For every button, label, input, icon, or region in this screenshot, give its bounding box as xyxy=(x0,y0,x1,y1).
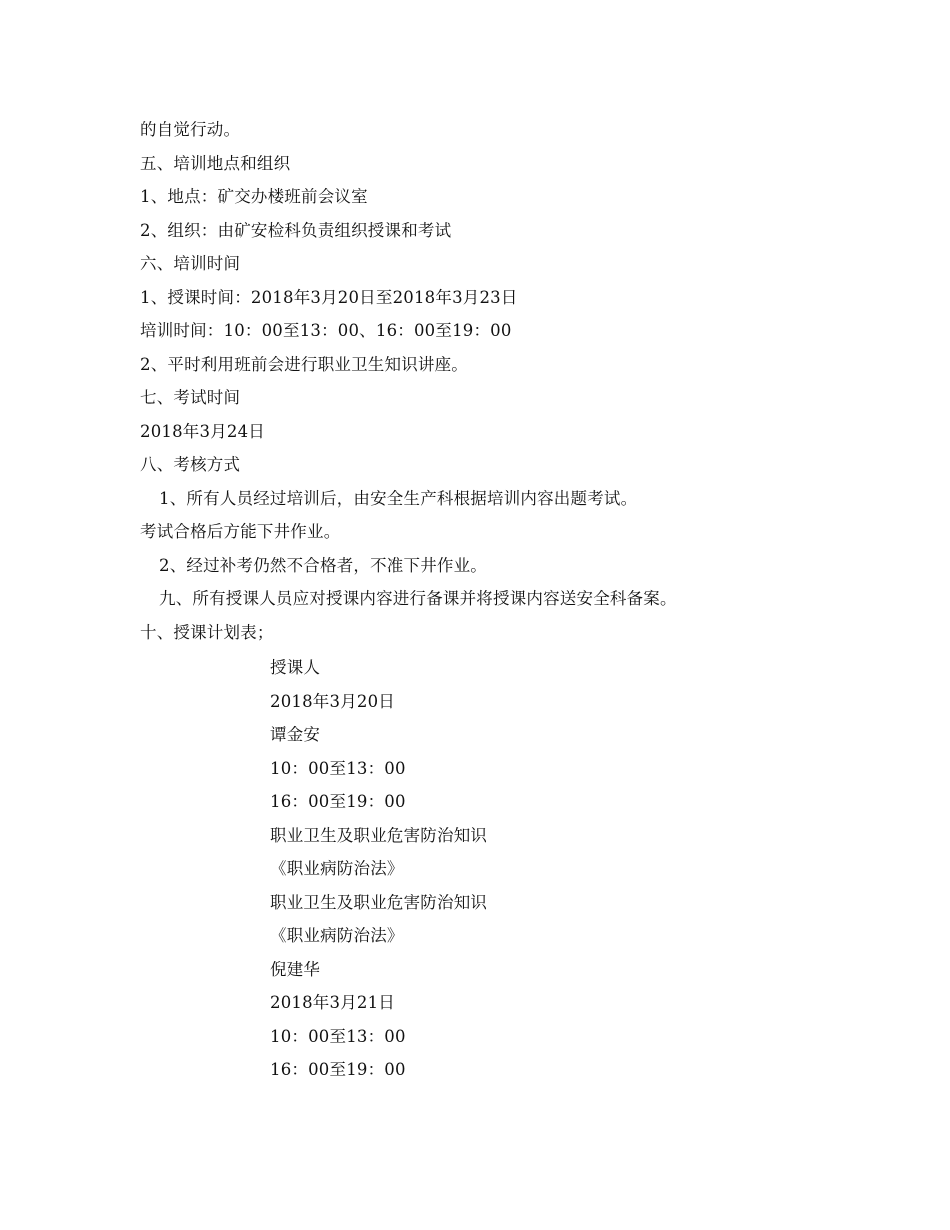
document-body xyxy=(140,113,860,649)
table-cell: 《职业病防治法》 xyxy=(270,859,404,878)
text-line: 1、授课时间：2018年3月20日至2018年3月23日 xyxy=(140,287,518,307)
section-heading-6: 六、培训时间 xyxy=(140,254,241,273)
section-heading-10: 十、授课计划表； xyxy=(140,622,274,642)
table-cell: 《职业病防治法》 xyxy=(270,926,404,945)
text-line: 考试合格后方能下井作业。 xyxy=(140,522,341,541)
table-cell: 16：00至19：00 xyxy=(270,792,406,811)
text-line: 2018年3月24日 xyxy=(140,421,265,441)
text-line: 2、组织：由矿安检科负责组织授课和考试 xyxy=(140,220,452,240)
text-line: 1、所有人员经过培训后，由安全生产科根据培训内容出题考试。 xyxy=(159,488,638,508)
text-line: 的自觉行动。 xyxy=(140,120,241,139)
section-heading-5: 五、培训地点和组织 xyxy=(140,153,291,173)
table-cell: 谭金安 xyxy=(270,725,321,744)
section-heading-8: 八、考核方式 xyxy=(140,455,241,474)
text-line: 1、地点：矿交办楼班前会议室 xyxy=(140,187,368,206)
table-cell: 10：00至13：00 xyxy=(270,1026,406,1046)
table-cell: 10：00至13：00 xyxy=(270,758,406,778)
table-cell: 授课人 xyxy=(270,658,321,677)
table-cell: 2018年3月21日 xyxy=(270,993,395,1012)
text-line: 培训时间：10：00至13：00、16：00至19：00 xyxy=(140,321,512,340)
schedule-table xyxy=(270,651,830,1087)
table-cell: 职业卫生及职业危害防治知识 xyxy=(270,892,488,912)
section-heading-7: 七、考试时间 xyxy=(140,388,241,407)
section-heading-9: 九、所有授课人员应对授课内容进行备课并将授课内容送安全科备案。 xyxy=(159,589,677,608)
table-cell: 倪建华 xyxy=(270,959,321,979)
text-line: 2、平时利用班前会进行职业卫生知识讲座。 xyxy=(140,354,468,374)
table-cell: 16：00至19：00 xyxy=(270,1060,406,1079)
table-cell: 2018年3月20日 xyxy=(270,691,395,711)
table-cell: 职业卫生及职业危害防治知识 xyxy=(270,825,488,845)
text-line: 2、经过补考仍然不合格者，不准下井作业。 xyxy=(159,555,487,575)
